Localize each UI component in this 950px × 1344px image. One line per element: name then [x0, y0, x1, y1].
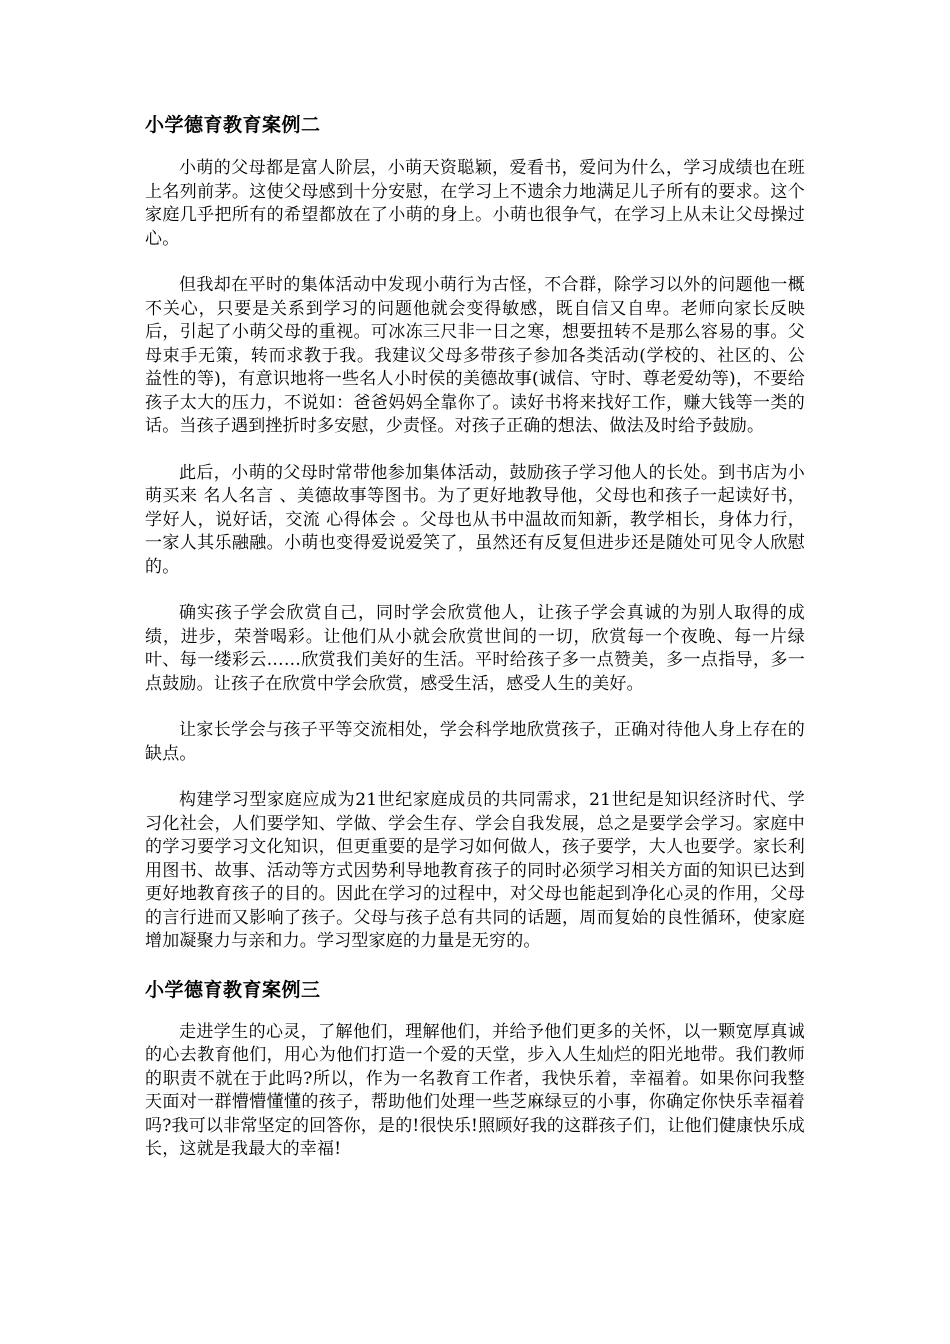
paragraph-2: 但我却在平时的集体活动中发现小萌行为古怪，不合群，除学习以外的问题他一概不关心，只要是关系到学习的问题他就会变得敏感，既自信又自卑。老师向家长反映后，引起了小萌父母的重视。可冰冻三尺非一日之寒，想要扭转不是那么容易的事。父母束手无策，转而求教于我。我建议父母多带孩子参加各类活动(学校的、社区的、公益性的等)，有意识地将一些名人小时侯的美德故事(诚信、守时、尊老爱幼等)，不要给孩子太大的压力，不说如：爸爸妈妈全靠你了。读好书将来找好工作，赚大钱等一类的话。当孩子遇到挫折时多安慰，少责怪。对孩子正确的想法、做法及时给予鼓励。 — [145, 275, 805, 436]
paragraph-5: 让家长学会与孩子平等交流相处，学会科学地欣赏孩子，正确对待他人身上存在的缺点。 — [145, 720, 805, 764]
paragraph-1: 小萌的父母都是富人阶层，小萌天资聪颖，爱看书，爱问为什么，学习成绩也在班上名列前茅。这使父母感到十分安慰，在学习上不遗余力地满足儿子所有的要求。这个家庭几乎把所有的希望都放在了小萌的身上。小萌也很争气，在学习上从未让父母操过心。 — [145, 158, 805, 249]
paragraph-6: 构建学习型家庭应成为21世纪家庭成员的共同需求，21世纪是知识经济时代、学习化社会，人们要学知、学做、学会生存、学会自我发展，总之是要学会学习。家庭中的学习要学习文化知识，但更重要的是学习如何做人，孩子要学，大人也要学。家长利用图书、故事、活动等方式因势利导地教育孩子的同时必须学习相关方面的知识已达到更好地教育孩子的目的。因此在学习的过程中，对父母也能起到净化心灵的作用，父母的言行进而又影响了孩子。父母与孩子总有共同的话题，周而复始的良性循环，使家庭增加凝聚力与亲和力。学习型家庭的力量是无穷的。 — [145, 790, 805, 951]
paragraph-4: 确实孩子学会欣赏自己，同时学会欣赏他人，让孩子学会真诚的为别人取得的成绩，进步，荣誉喝彩。让他们从小就会欣赏世间的一切，欣赏每一个夜晚、每一片绿叶、每一缕彩云……欣赏我们美好的生活。平时给孩子多一点赞美，多一点指导，多一点鼓励。让孩子在欣赏中学会欣赏，感受生活，感受人生的美好。 — [145, 603, 805, 694]
section-title-case-2: 小学德育教育案例二 — [145, 114, 321, 136]
section-title-case-3: 小学德育教育案例三 — [145, 978, 321, 1001]
document-page — [145, 112, 805, 1162]
paragraph-3: 此后，小萌的父母时常带他参加集体活动，鼓励孩子学习他人的长处。到书店为小萌买来 名人名言 、美德故事等图书。为了更好地教导他，父母也和孩子一起读好书，学好人，说好话，交流 心得体会 。父母也从书中温故而知新，教学相长，身体力行，一家人其乐融融。小萌也变得爱说爱笑了，虽然还有反复但进步还是随处可见令人欣慰的。 — [145, 462, 805, 577]
paragraph-7: 走进学生的心灵，了解他们，理解他们，并给予他们更多的关怀，以一颗宽厚真诚的心去教育他们，用心为他们打造一个爱的天堂，步入人生灿烂的阳光地带。我们教师的职责不就在于此吗?所以，作为一名教育工作者，我快乐着，幸福着。如果你问我整天面对一群懵懵懂懂的孩子，帮助他们处理一些芝麻绿豆的小事，你确定你快乐幸福着吗?我可以非常坚定的回答你，是的!很快乐!照顾好我的这群孩子们，让他们健康快乐成长，这就是我最大的幸福! — [145, 1021, 805, 1159]
